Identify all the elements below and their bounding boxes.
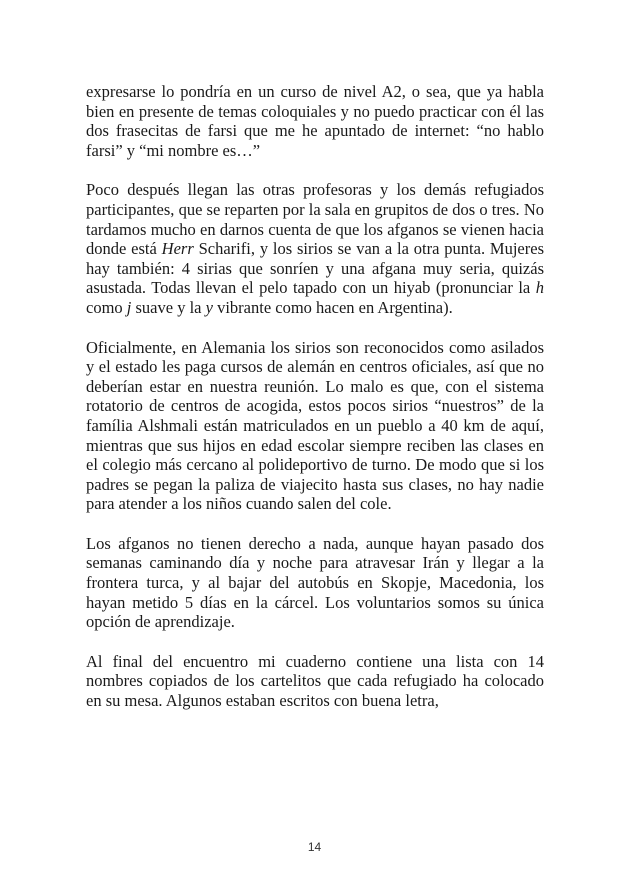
paragraph-5 [86, 652, 544, 711]
paragraph-4 [86, 534, 544, 632]
paragraph-2-italic-herr: Herr [161, 239, 194, 259]
paragraph-2-text-a: Poco después llegan las otras profesoras y los demás refugiados participantes, que se reparten por la sala en grupitos de dos o tres. No tardamos mucho en darnos cuenta de que los afganos se vienen hacia donde está [86, 180, 544, 259]
paragraph-2-text-e: vibrante como hacen en Argentina). [212, 297, 453, 317]
paragraph-3-text: Oficialmente, en Alemania los sirios son reconocidos como asilados y el estado les paga cursos de alemán en centros oficiales, así que no deberían estar en nuestra reunión. Lo malo es que, con el sistema rotatorio de centros de acogida, estos pocos sirios “nuestros” de la família Alshmali están matriculados en un pueblo a 40 km de aquí, mientras que sus hijos en edad escolar siempre reciben las clases en el colegio más cercano al polideportivo de turno. De modo que si los padres se pegan la paliza de viajecito hasta sus clases, no hay nadie para atender a los niños cuando salen del cole. [86, 337, 544, 514]
page-number: 14 [307, 840, 322, 854]
paragraph-2-text-d: suave y la [131, 297, 206, 317]
paragraph-2-italic-h: h [535, 278, 544, 298]
paragraph-1 [86, 82, 544, 160]
paragraph-4-text: Los afganos no tienen derecho a nada, aunque hayan pasado dos semanas caminando día y noche para atravesar Irán y llegar a la frontera turca, y al bajar del autobús en Skopje, Macedonia, los hayan metido 5 días en la cárcel. Los voluntarios somos su única opción de aprendizaje. [86, 533, 544, 632]
paragraph-2-italic-j: j [126, 297, 132, 317]
paragraph-5-text: Al final del encuentro mi cuaderno contiene una lista con 14 nombres copiados de los cartelitos que cada refugiado ha colocado en su mesa. Algunos estaban escritos con buena letra, [86, 651, 544, 711]
paragraph-2-text-b: Scharifi, y los sirios se van a la otra punta. Mujeres hay también: 4 sirias que sonríen y una afgana muy seria, quizás asustada. Todas llevan el pelo tapado con un hiyab (pronunciar la [86, 239, 544, 298]
paragraph-2-italic-y: y [205, 297, 213, 317]
paragraph-1-text: expresarse lo pondría en un curso de nivel A2, o sea, que ya habla bien en presente de temas coloquiales y no puedo practicar con él las dos frasecitas de farsi que me he apuntado de internet: “no hablo farsi” y “mi nombre es…” [86, 82, 544, 160]
paragraph-2 [86, 180, 544, 317]
paragraph-3 [86, 338, 544, 514]
body-text [86, 82, 544, 731]
paragraph-2-text-c: como [86, 297, 127, 317]
